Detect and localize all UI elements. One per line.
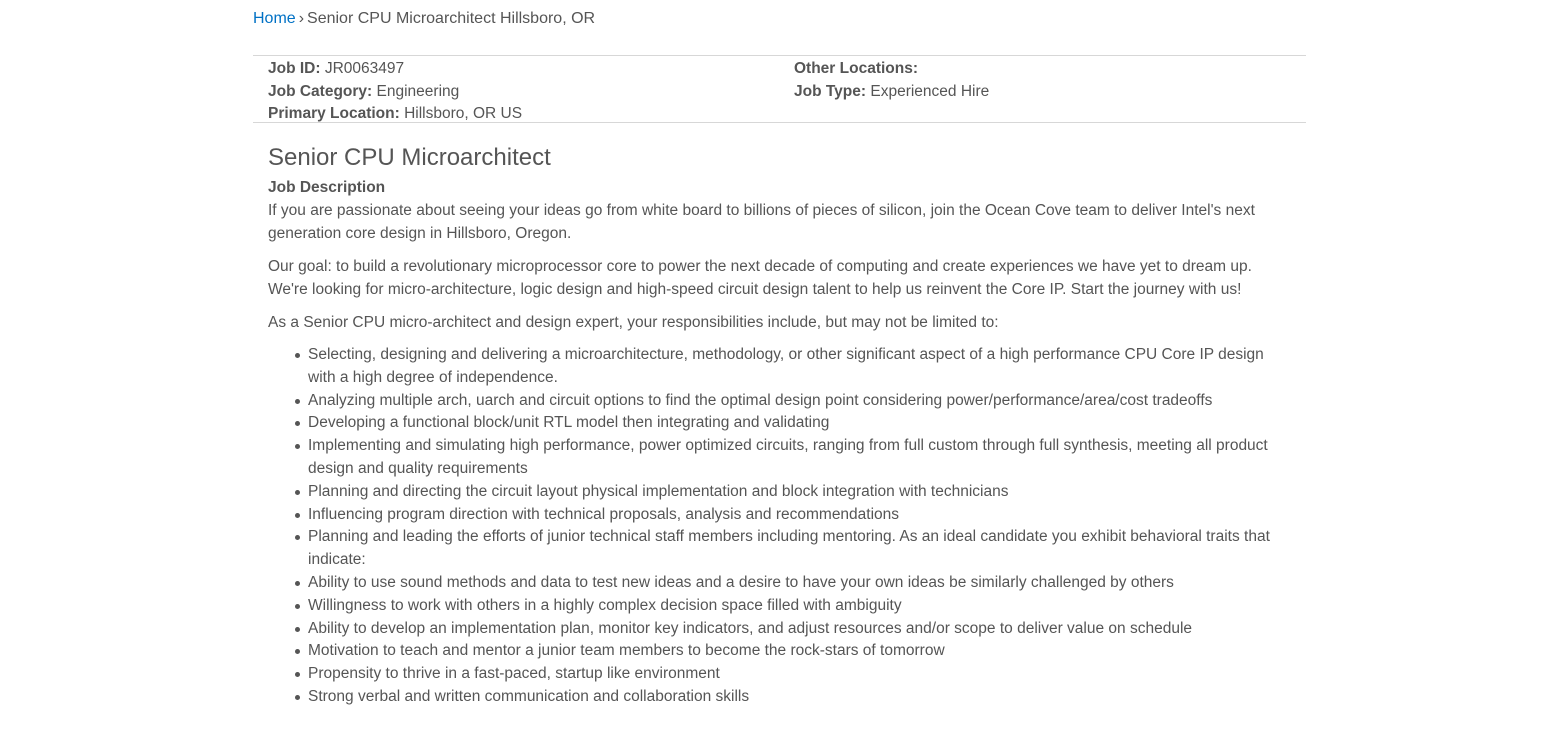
list-item: Willingness to work with others in a highly complex decision space filled with ambiguity [308,595,1291,618]
job-category-label: Job Category: [268,82,373,100]
list-item: Analyzing multiple arch, uarch and circuit options to find the optimal design point considering power/performance/area/cost tradeoffs [308,390,1291,413]
breadcrumb-home-link[interactable]: Home [253,10,296,27]
job-id-value: JR0063497 [324,60,405,77]
list-item: Selecting, designing and delivering a microarchitecture, methodology, or other significant aspect of a high performance CPU Core IP design with a high degree of independence. [308,344,1291,390]
list-item: Strong verbal and written communication and collaboration skills [308,686,1291,709]
other-locations-row [794,58,1306,81]
description-paragraph: If you are passionate about seeing your ideas go from white board to billions of pieces of silicon, join the Ocean Cove team to deliver Intel's next generation core design in Hillsboro, Oregon. [268,202,1255,242]
list-item: Planning and directing the circuit layout physical implementation and block integration with technicians [308,481,1291,504]
primary-location-row [268,103,794,126]
page-container [253,0,1306,709]
list-item: Planning and leading the efforts of junior technical staff members including mentoring. As an ideal candidate you exhibit behavioral traits that indicate: [308,526,1291,572]
primary-location-value: Hillsboro, OR US [404,105,523,122]
job-description-heading: Job Description [268,179,386,196]
responsibilities-list [268,344,1291,709]
job-type-value: Experienced Hire [870,82,990,100]
list-item: Ability to develop an implementation plan, monitor key indicators, and adjust resources and/or scope to deliver value on schedule [308,618,1291,641]
job-id-row [268,58,794,81]
list-item: Ability to use sound methods and data to test new ideas and a desire to have your own ideas be similarly challenged by others [308,572,1291,595]
description-paragraph: Our goal: to build a revolutionary microprocessor core to power the next decade of computing and create experiences we have yet to dream up. We're looking for micro-architecture, logic design and high-speed circuit design talent to help us reinvent the Core IP. Start the journey with us! [268,258,1252,298]
description-paragraph: As a Senior CPU micro-architect and design expert, your responsibilities include, but may not be limited to: [268,314,999,331]
list-item: Developing a functional block/unit RTL model then integrating and validating [308,412,1291,435]
job-content [253,143,1306,709]
list-item: Motivation to teach and mentor a junior team members to become the rock-stars of tomorrow [308,640,1291,663]
job-id-label: Job ID: [268,60,321,77]
job-type-label: Job Type: [794,82,867,100]
job-meta-panel [253,55,1306,123]
breadcrumb-current: Senior CPU Microarchitect Hillsboro, OR [307,10,596,27]
list-item: Influencing program direction with technical proposals, analysis and recommendations [308,504,1291,527]
breadcrumb-separator: › [298,10,305,27]
list-item: Implementing and simulating high performance, power optimized circuits, ranging from full custom through full synthesis, meeting all product design and quality requirements [308,435,1291,481]
other-locations-label: Other Locations: [794,60,919,77]
list-item: Propensity to thrive in a fast-paced, startup like environment [308,663,1291,686]
job-meta-right [794,58,1306,120]
job-category-value: Engineering [376,82,460,100]
primary-location-label: Primary Location: [268,105,400,122]
job-title: Senior CPU Microarchitect [268,144,551,171]
job-type-row [794,81,1306,104]
breadcrumb [253,0,1306,46]
job-category-row [268,81,794,104]
job-meta-left [268,58,794,120]
